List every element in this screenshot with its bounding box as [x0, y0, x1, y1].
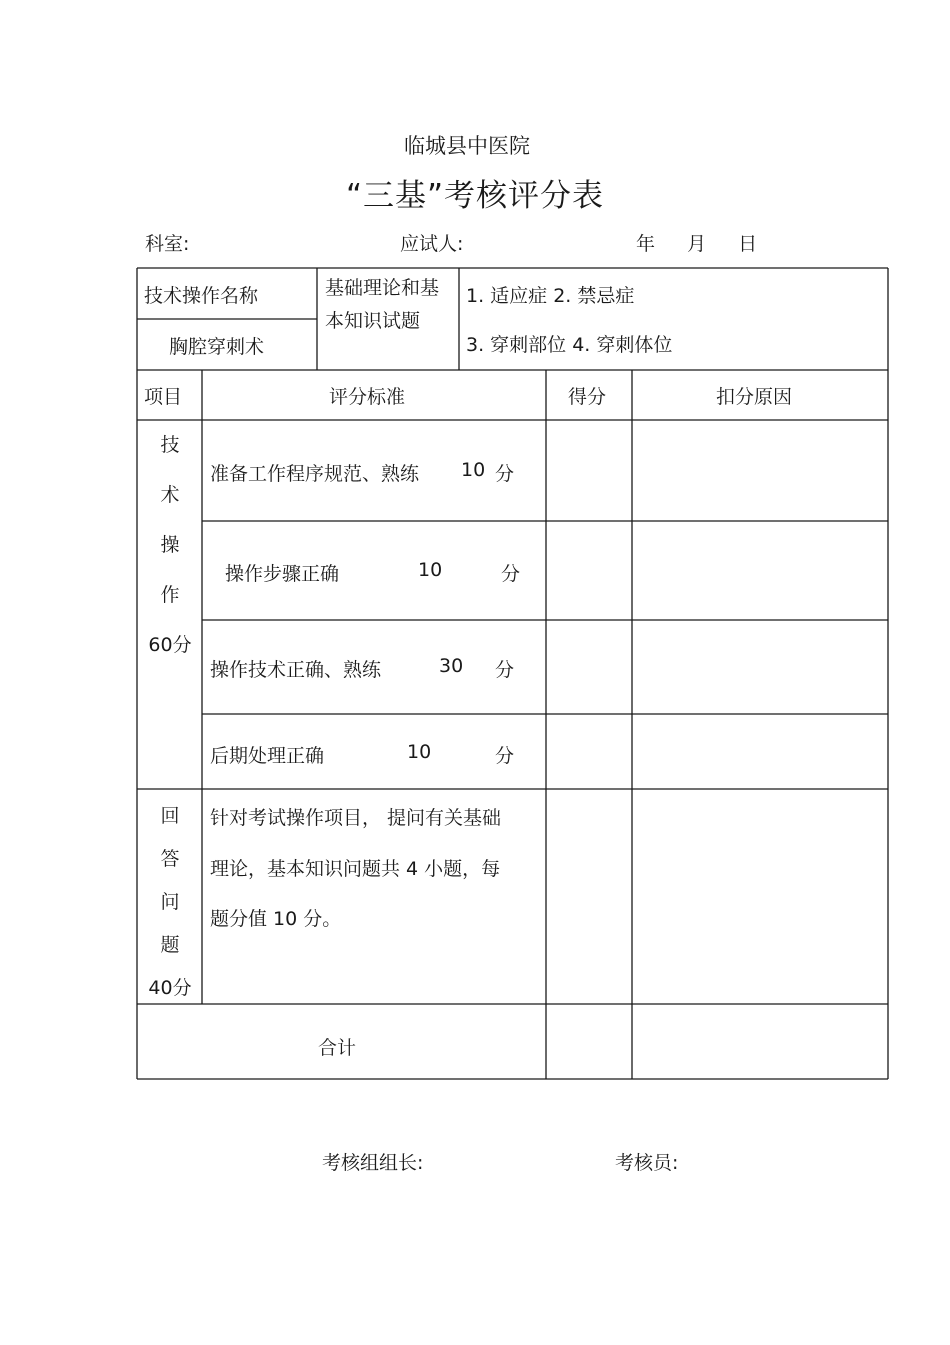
total-label: 合计: [318, 1037, 357, 1059]
criteria-unit: 分: [495, 745, 515, 767]
criteria-text: 准备工作程序规范、熟练: [210, 463, 420, 485]
technique-section-label: [140, 432, 200, 662]
criteria-text: 操作步骤正确: [225, 563, 340, 585]
technique-char: 操: [160, 534, 180, 556]
year-label: 年: [636, 233, 656, 255]
skill-name-label: 技术操作名称: [144, 285, 259, 307]
criteria-text: 操作技术正确、熟练: [210, 659, 382, 681]
questions-line-1: 针对考试操作项目， 提问有关基础: [210, 807, 502, 829]
topics-line-2: 3. 穿刺部位 4. 穿刺体位: [466, 334, 673, 356]
criteria-points: 10: [418, 559, 443, 581]
questions-points: 40分: [148, 977, 192, 999]
criteria-unit: 分: [501, 563, 521, 585]
month-label: 月: [687, 233, 707, 255]
criteria-row-3: [210, 655, 515, 682]
criteria-unit: 分: [495, 659, 515, 681]
criteria-row-2: [225, 559, 521, 586]
topics-line-1: 1. 适应症 2. 禁忌症: [466, 285, 635, 307]
criteria-row-1: [210, 459, 515, 486]
questions-char: 回: [160, 805, 180, 827]
technique-char: 技: [160, 434, 180, 456]
criteria-points: 10: [407, 741, 432, 763]
questions-char: 题: [160, 934, 180, 956]
criteria-row-4: [210, 741, 515, 768]
column-header-deduction: 扣分原因: [716, 386, 793, 408]
day-label: 日: [738, 233, 758, 255]
technique-points: 60分: [148, 634, 192, 656]
questions-section-label: [140, 803, 200, 1005]
questions-char: 答: [160, 848, 180, 870]
technique-char: 术: [160, 484, 180, 506]
date-labels: [636, 229, 757, 256]
hospital-name: 临城县中医院: [404, 134, 530, 158]
questions-line-2: 理论，基本知识问题共 4 小题，每: [210, 858, 501, 880]
leader-signature-label: 考核组组长:: [322, 1152, 424, 1174]
column-header-item: 项目: [144, 386, 183, 408]
technique-char: 作: [160, 584, 180, 606]
criteria-text: 后期处理正确: [210, 745, 325, 767]
examinee-label: 应试人:: [400, 233, 464, 255]
skill-name-value: 胸腔穿刺术: [169, 336, 265, 358]
examiner-signature-label: 考核员:: [615, 1152, 679, 1174]
criteria-unit: 分: [495, 463, 515, 485]
page-title: “三基”考核评分表: [345, 178, 605, 214]
questions-line-3: 题分值 10 分。: [210, 908, 342, 930]
questions-char: 问: [160, 891, 180, 913]
column-header-criteria: 评分标准: [329, 386, 406, 408]
theory-label: 基础理论和基本知识试题: [325, 277, 440, 332]
criteria-points: 10: [461, 459, 486, 481]
criteria-points: 30: [439, 655, 464, 677]
column-header-score: 得分: [568, 386, 607, 408]
department-label: 科室:: [145, 233, 190, 255]
